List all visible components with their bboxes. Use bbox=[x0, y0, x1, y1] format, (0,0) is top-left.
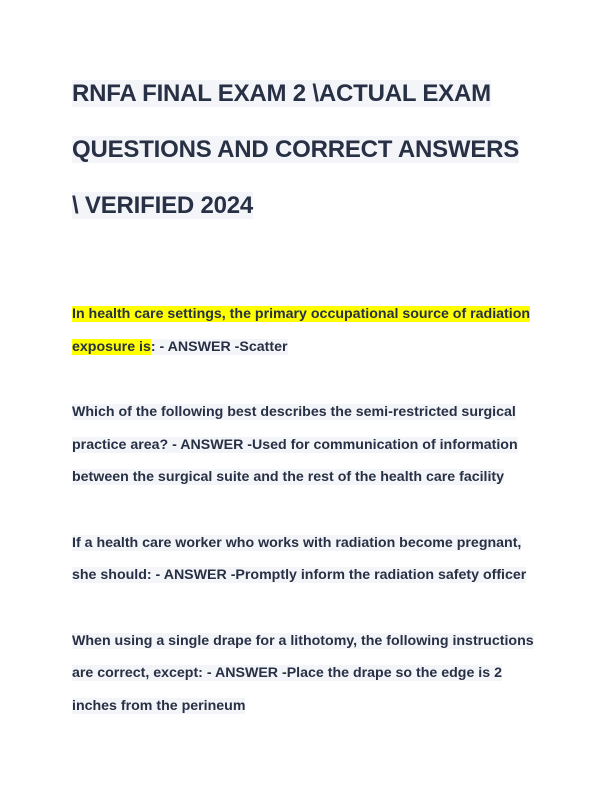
question-item bbox=[72, 298, 542, 363]
question-item bbox=[72, 527, 542, 592]
question-text: Which of the following best describes the semi-restricted surgical practice area? - ANSWER -Used for communication of information between the surgical suite and the rest of the health care facility bbox=[72, 404, 518, 485]
question-item bbox=[72, 625, 542, 723]
question-list bbox=[72, 298, 542, 755]
question-item bbox=[72, 396, 542, 494]
title-line-2: QUESTIONS AND CORRECT ANSWERS bbox=[72, 136, 520, 163]
highlighted-text: In health care settings, the primary occupational source of radiation exposure is bbox=[72, 306, 531, 355]
document-title bbox=[72, 66, 542, 234]
question-text: When using a single drape for a lithotomy, the following instructions are correct, except: - ANSWER -Place the drape so the edge is 2 inches from the perineum bbox=[72, 632, 534, 714]
question-text: : - ANSWER -Scatter bbox=[150, 338, 288, 355]
title-line-1: RNFA FINAL EXAM 2 \ACTUAL EXAM bbox=[72, 80, 491, 107]
title-line-3: \ VERIFIED 2024 bbox=[72, 192, 254, 219]
question-text: If a health care worker who works with radiation become pregnant, she should: - ANSWER -Promptly inform the radiation safety officer bbox=[72, 534, 527, 583]
